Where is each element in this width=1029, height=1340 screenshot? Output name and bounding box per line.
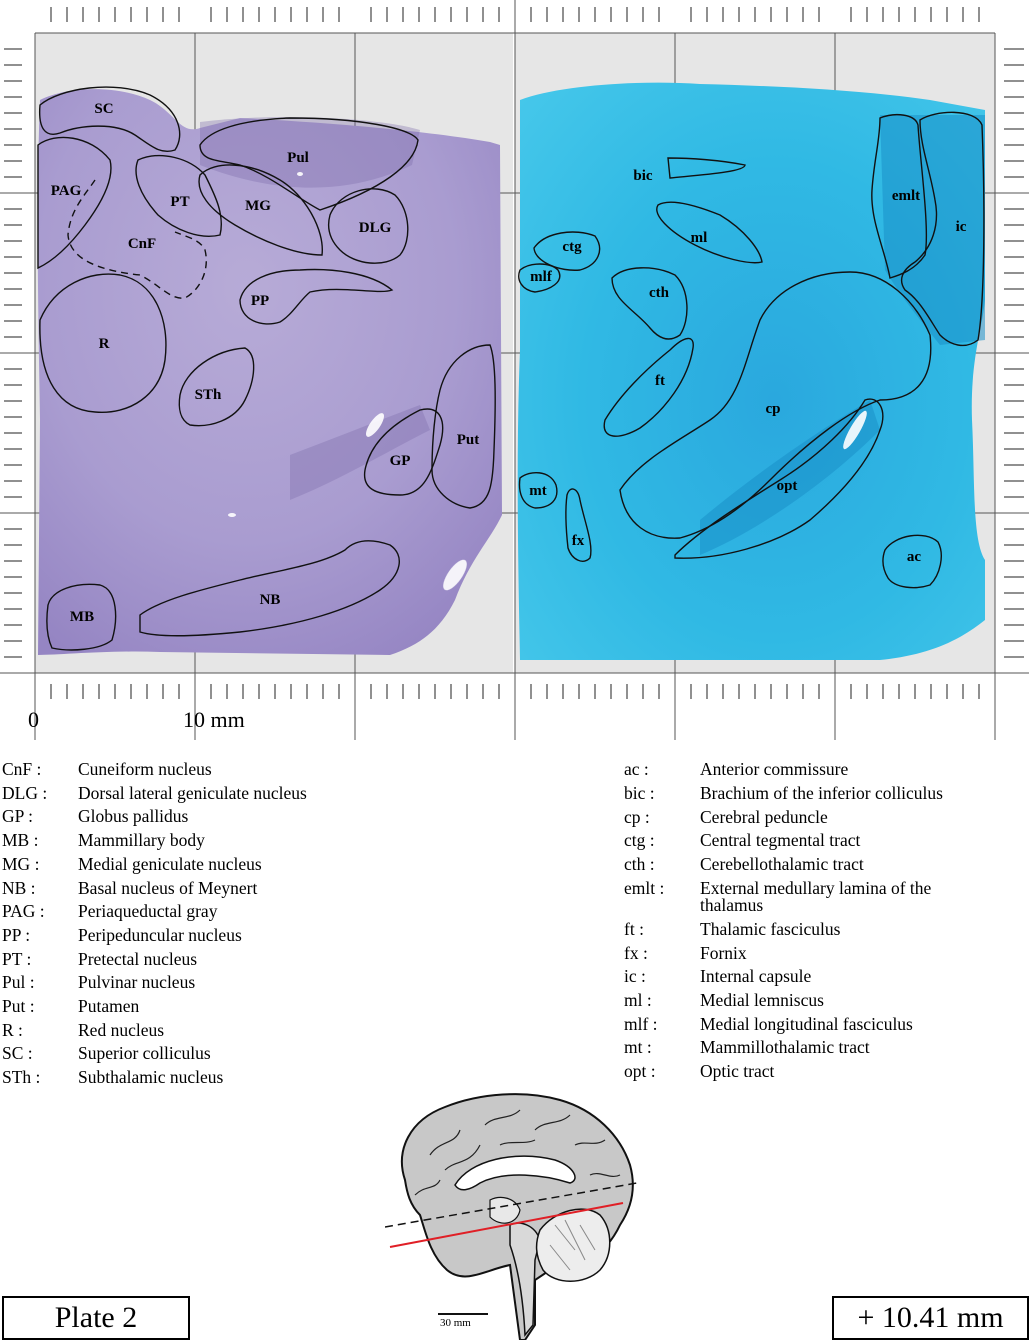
region-label: mlf <box>530 269 552 285</box>
legend-right <box>624 758 1024 1084</box>
brain-scale-label: 30 mm <box>440 1317 471 1329</box>
legend-definition: Pulvinar nucleus <box>78 972 196 993</box>
scale-zero-label: 0 <box>28 707 39 732</box>
legend-definition: Central tegmental tract <box>700 830 861 851</box>
legend-row <box>624 989 1024 1013</box>
legend-abbreviation: R : <box>2 1019 23 1040</box>
region-label: PP <box>250 293 270 309</box>
legend-definition: Brachium of the inferior colliculus <box>700 782 943 803</box>
legend-definition: Putamen <box>78 996 140 1017</box>
legend-definition: Subthalamic nucleus <box>78 1067 224 1088</box>
legend-definition: Anterior commissure <box>700 759 849 779</box>
region-label: mt <box>529 483 547 499</box>
legend-abbreviation: fx : <box>624 942 648 963</box>
legend-row <box>2 971 462 995</box>
legend-row <box>624 853 1024 877</box>
legend-row <box>624 1013 1024 1037</box>
region-label: PT <box>170 194 190 210</box>
legend-definition: Red nucleus <box>78 1019 165 1040</box>
legend-abbreviation: PAG : <box>2 901 45 922</box>
legend-abbreviation: Pul : <box>2 972 35 993</box>
legend-abbreviation: Put : <box>2 996 35 1017</box>
region-label: cp <box>765 401 781 417</box>
legend-row <box>2 1019 462 1043</box>
legend-abbreviation: ic : <box>624 966 646 987</box>
legend-row <box>624 877 1024 918</box>
legend-row <box>2 900 462 924</box>
legend-abbreviation: NB : <box>2 877 36 898</box>
legend-definition: Periaqueductal gray <box>78 901 218 922</box>
legend-definition: Superior colliculus <box>78 1043 211 1064</box>
region-label: PAG <box>50 183 82 199</box>
region-label: ft <box>655 373 665 389</box>
region-label: NB <box>259 592 281 608</box>
legend-row <box>2 782 462 806</box>
region-label: Pul <box>287 150 309 166</box>
region-label: STh <box>194 387 222 403</box>
legend-row <box>624 1036 1024 1060</box>
region-label: ic <box>955 219 967 235</box>
legend-definition: External medullary lamina of the thalamus <box>700 877 932 915</box>
legend-row <box>2 853 462 877</box>
legend-definition: Dorsal lateral geniculate nucleus <box>78 782 307 803</box>
legend-row <box>2 995 462 1019</box>
region-label: GP <box>389 453 411 469</box>
legend-definition: Medial lemniscus <box>700 989 824 1010</box>
region-label: fx <box>571 533 585 549</box>
region-label: R <box>98 336 110 352</box>
legend-abbreviation: DLG : <box>2 782 48 803</box>
legend-abbreviation: emlt : <box>624 877 665 898</box>
legend-definition: Internal capsule <box>700 966 812 987</box>
legend-abbreviation: MG : <box>2 853 40 874</box>
legend-row <box>2 1042 462 1066</box>
legend-definition: Fornix <box>700 942 747 963</box>
legend-row <box>624 806 1024 830</box>
legend-abbreviation: cth : <box>624 854 655 875</box>
legend-definition: Optic tract <box>700 1061 775 1082</box>
region-label: bic <box>633 168 653 184</box>
legend-row <box>624 782 1024 806</box>
plate-label: Plate 2 <box>2 1296 190 1340</box>
legend-definition: Cuneiform nucleus <box>78 759 212 779</box>
region-label: SC <box>94 101 114 117</box>
legend-definition: Thalamic fasciculus <box>700 918 841 939</box>
legend-abbreviation: GP : <box>2 806 33 827</box>
legend-abbreviation: ctg : <box>624 830 655 851</box>
legend-definition: Globus pallidus <box>78 806 189 827</box>
legend-row <box>624 942 1024 966</box>
legend-left <box>2 758 462 1090</box>
legend-definition: Peripeduncular nucleus <box>78 924 242 945</box>
legend-row <box>2 948 462 972</box>
legend-definition: Basal nucleus of Meynert <box>78 877 258 898</box>
legend-abbreviation: SC : <box>2 1043 33 1064</box>
legend-abbreviation: STh : <box>2 1067 41 1088</box>
legend-abbreviation: ml : <box>624 989 652 1010</box>
region-label: cth <box>649 285 669 301</box>
legend-abbreviation: PP : <box>2 924 31 945</box>
legend-row <box>2 805 462 829</box>
legend-abbreviation: cp : <box>624 806 650 827</box>
legend-abbreviation: PT : <box>2 948 32 969</box>
legend-abbreviation: CnF : <box>2 759 42 779</box>
legend-abbreviation: opt : <box>624 1061 656 1082</box>
legend-definition: Mammillothalamic tract <box>700 1037 870 1058</box>
legend-definition: Mammillary body <box>78 830 205 851</box>
region-label: emlt <box>891 188 921 204</box>
legend-definition: Medial longitudinal fasciculus <box>700 1013 913 1034</box>
legend-row <box>624 829 1024 853</box>
region-label: CnF <box>127 236 157 252</box>
legend-row <box>624 918 1024 942</box>
region-label: ac <box>906 549 922 565</box>
legend-abbreviation: MB : <box>2 830 39 851</box>
legend-row <box>2 924 462 948</box>
region-label: opt <box>776 478 798 494</box>
legend-row <box>2 758 462 782</box>
brain-sagittal-diagram <box>385 1085 645 1340</box>
legend-row <box>624 1060 1024 1084</box>
legend-abbreviation: bic : <box>624 782 655 803</box>
region-label: Put <box>456 432 480 448</box>
region-label: MB <box>69 609 95 625</box>
legend-row <box>624 965 1024 989</box>
region-label: DLG <box>358 220 392 236</box>
legend-definition: Pretectal nucleus <box>78 948 198 969</box>
region-label: MG <box>245 198 271 214</box>
legend-definition: Cerebellothalamic tract <box>700 854 864 875</box>
legend-abbreviation: mt : <box>624 1037 652 1058</box>
legend-abbreviation: ac : <box>624 759 649 779</box>
legend-abbreviation: mlf : <box>624 1013 658 1034</box>
legend-row <box>624 758 1024 782</box>
region-label: ml <box>690 230 708 246</box>
scale-ten-label: 10 mm <box>183 707 245 732</box>
coordinate-label: + 10.41 mm <box>832 1296 1029 1340</box>
legend-definition: Cerebral peduncle <box>700 806 828 827</box>
legend-row <box>2 829 462 853</box>
legend-definition: Medial geniculate nucleus <box>78 853 262 874</box>
legend-row <box>2 877 462 901</box>
legend-abbreviation: ft : <box>624 918 644 939</box>
region-label: ctg <box>562 239 582 255</box>
